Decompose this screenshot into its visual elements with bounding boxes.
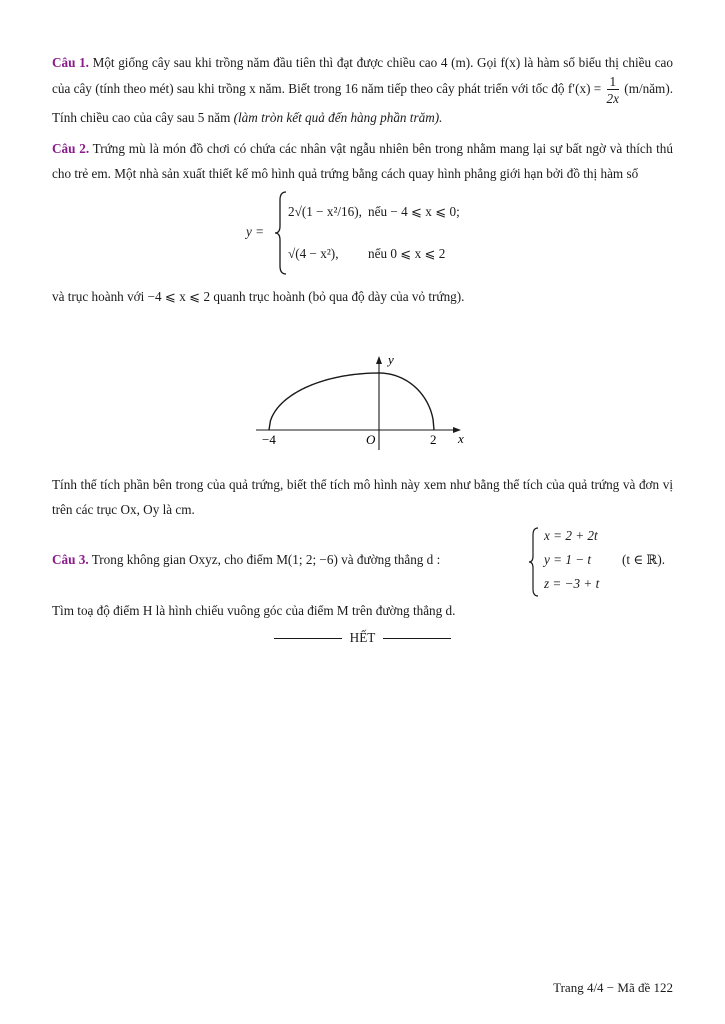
brace-icon	[274, 190, 288, 276]
question-2	[52, 136, 673, 186]
end-mark	[52, 630, 673, 646]
origin-label: O	[366, 432, 376, 447]
x-axis-label: x	[458, 431, 464, 446]
line-eq-y: y = 1 − t	[544, 552, 592, 567]
end-mark-text: HẾT	[349, 630, 376, 645]
question-2-text-c: Tính thể tích phần bên trong của quả trứng, biết thể tích mô hình này xem như bằng thể tích của quả trứng và đơn vị trên các trục Ox, Oy là cm.	[52, 477, 673, 517]
tick-2: 2	[430, 432, 437, 447]
page-footer: Trang 4/4 − Mã đề 122	[553, 980, 673, 995]
egg-graph-svg	[52, 350, 673, 460]
piece-2-condition: nếu 0 ⩽ x ⩽ 2	[368, 246, 446, 262]
question-2-text-b: và trục hoành với −4 ⩽ x ⩽ 2 quanh trục hoành (bỏ qua độ dày của vỏ trứng).	[52, 289, 465, 305]
question-1-text-a: Một giống cây sau khi trồng năm đầu tiên thì đạt được chiều cao 4 (m). Gọi f(x) là hàm số biểu thị chiều cao của cây (tính theo mét) sau khi trồng x năm. Biết trong 16 năm tiếp theo cây phát triển với tốc độ f′(x) =	[52, 55, 674, 97]
question-3	[52, 524, 673, 604]
egg-graph	[52, 350, 673, 460]
system-brace-icon	[528, 526, 540, 598]
tick-minus-4: −4	[262, 432, 276, 447]
question-3-text-b: Tìm toạ độ điểm H là hình chiếu vuông góc của điểm M trên đường thẳng d.	[52, 603, 456, 618]
piece-1-condition: nếu − 4 ⩽ x ⩽ 0;	[368, 204, 460, 220]
rate-fraction-numerator: 1	[607, 75, 619, 90]
question-1-label: Câu 1.	[52, 55, 89, 70]
end-rule-right	[383, 638, 451, 639]
exam-page	[52, 50, 674, 645]
function-y-label: y =	[246, 224, 265, 240]
question-3-text-a: Trong không gian Oxyz, cho điểm M(1; 2; −6) và đường thẳng d :	[91, 552, 441, 567]
question-2-label: Câu 2.	[52, 141, 90, 157]
y-axis-label: y	[388, 352, 394, 367]
question-1-rounding-note: (làm tròn kết quả đến hàng phần trăm).	[233, 110, 443, 126]
question-1	[52, 50, 673, 130]
egg-curve	[269, 373, 434, 430]
rate-fraction	[607, 75, 619, 105]
question-3-intro	[52, 552, 440, 568]
piece-1-expression: 2√(1 − x²/16),	[288, 204, 362, 220]
end-rule-left	[274, 638, 342, 639]
question-3-label: Câu 3.	[52, 552, 89, 567]
piecewise-function	[52, 190, 673, 276]
line-param: (t ∈ ℝ).	[622, 552, 666, 567]
line-eq-x: x = 2 + 2t	[544, 528, 598, 543]
line-eq-z: z = −3 + t	[544, 576, 600, 591]
question-2-text-a: Trứng mù là món đồ chơi có chứa các nhân vật ngẫu nhiên bên trong nhằm mang lại sự bất ngờ và thích thú cho trẻ em. Một nhà sản xuất thiết kế mô hình quả trứng bằng cách quay hình phẳng giới hạn bởi đồ thị hàm số	[52, 141, 673, 182]
y-axis-arrow-icon	[376, 356, 382, 364]
question-1-text-b: (m/năm). Tính chiều cao của cây sau 5 năm	[52, 81, 674, 126]
rate-fraction-denominator: 2x	[606, 91, 619, 107]
piece-2-expression: √(4 − x²),	[288, 246, 339, 262]
